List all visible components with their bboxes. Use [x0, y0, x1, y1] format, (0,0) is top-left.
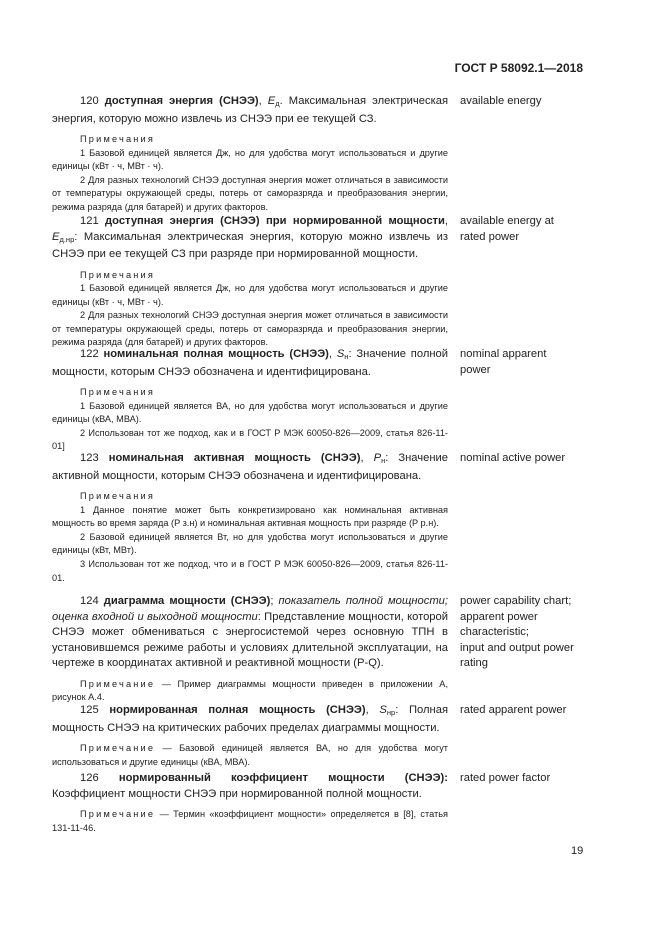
definition — [52, 594, 448, 672]
english-term-line: nominal apparent — [460, 348, 547, 360]
note — [52, 678, 448, 705]
definition — [52, 451, 448, 484]
term-entry-121 — [52, 214, 448, 350]
note — [52, 742, 448, 769]
english-term — [460, 703, 610, 719]
notes — [52, 808, 448, 835]
term-entry-126 — [52, 771, 448, 835]
term-number: 126 — [80, 772, 99, 784]
symbol: S — [336, 348, 345, 360]
note-text: — Пример диаграммы мощности приведен в приложении А, рисунок А.4. — [52, 678, 448, 703]
term: доступная энергия (СНЭЭ) — [104, 95, 259, 107]
definition-text: Максимальная электрическая энергия, которую можно извлечь из СНЭЭ при ее текущей СЗ при разряде при нормированной мощности. — [52, 230, 448, 260]
notes-label: Примечание — [80, 678, 156, 689]
term-entry-125 — [52, 703, 448, 769]
note: 2 Базовой единицей является Вт, но для удобства могут использоваться и другие единицы (кВт, МВт). — [52, 531, 448, 556]
term: номинальная активная мощность (СНЭЭ) — [108, 452, 361, 464]
document-header: ГОСТ Р 58092.1—2018 — [454, 61, 583, 75]
notes — [52, 490, 448, 585]
definition-text: Полная мощность СНЭЭ на критических рабочих пределах диаграммы мощности. — [52, 704, 448, 734]
note: 1 Данное понятие может быть конкретизировано как номинальная активная мощность во время заряда (P з.н) и номинальная активная мощность при разряде (P р.н). — [52, 504, 448, 529]
note — [52, 808, 448, 835]
term-number: 122 — [80, 348, 99, 360]
definition — [52, 94, 448, 127]
english-term-line: available energy — [460, 95, 542, 107]
punct: : — [348, 348, 352, 360]
english-term-line: characteristic; — [460, 626, 530, 638]
page-number: 19 — [571, 845, 584, 857]
english-term-line: rated power factor — [460, 772, 551, 784]
symbol-subscript: нр — [386, 708, 396, 717]
term-number: 124 — [80, 595, 99, 607]
english-term-line: power — [460, 363, 491, 376]
definition-text: Коэффициент мощности СНЭЭ при нормированной полной мощности. — [52, 787, 422, 800]
english-term-line: rating — [460, 657, 488, 669]
definition-text: Значение активной мощности, которым СНЭЭ обозначена и идентифицирована. — [52, 452, 448, 482]
separator: , — [258, 95, 268, 107]
definition — [52, 703, 448, 736]
notes-label: Примечания — [80, 491, 156, 501]
english-term-line: power capability chart; — [460, 595, 572, 607]
separator: , — [328, 348, 337, 360]
english-term-line: input and output power — [460, 641, 574, 654]
note-text: — Базовой единицей является ВА, но для удобства могут использоваться и другие единицы (кВА, МВА). — [52, 743, 448, 767]
term-number: 125 — [80, 704, 99, 716]
term: доступная энергия (СНЭЭ) при нормированной мощности — [105, 215, 445, 227]
english-term — [460, 94, 610, 110]
definition — [52, 214, 448, 263]
definition-text: : Представление мощности, которой СНЭЭ может обмениваться с энергосистемой через основную ТПН в установившемся режиме работы и условиях длительной эксплуатации, на чертеже в координатах активной и реактивной мощности (P-Q). — [52, 610, 448, 669]
term: нормированный коэффициент мощности (СНЭЭ): — [118, 772, 449, 784]
english-term-line: rated apparent power — [460, 704, 567, 716]
separator: ; — [270, 595, 279, 607]
symbol: S — [379, 704, 387, 716]
term-number: 120 — [80, 95, 99, 107]
definition — [52, 771, 448, 802]
symbol-subscript: н — [344, 352, 349, 361]
note: 2 Использован тот же подход, как и в ГОСТ Р МЭК 60050-826—2009, статья 826-11-01] — [52, 427, 448, 452]
term-entry-124 — [52, 594, 448, 705]
symbol-subscript: д — [275, 99, 280, 108]
separator: , — [444, 215, 449, 227]
definition — [52, 347, 448, 380]
term-entry-123 — [52, 451, 448, 585]
notes-label: Примечание — [80, 809, 156, 819]
note-text: — Термин «коэффициент мощности» определяется в [8], статья 131-11-46. — [52, 809, 448, 833]
symbol-subscript: н — [381, 456, 386, 465]
symbol: P — [373, 452, 382, 464]
notes-label: Примечания — [80, 134, 156, 144]
notes — [52, 742, 448, 769]
note: 2 Для разных технологий СНЭЭ доступная энергия может отличаться в зависимости от температуры окружающей среды, потерь от саморазряда и преобразования энергии, режима разряда (для батарей) и других факторов. — [52, 174, 448, 212]
note: 2 Для разных технологий СНЭЭ доступная энергия может отличаться в зависимости от температуры окружающей среды, потерь от саморазряда и преобразования энергии, режима разряда (для батарей) и других факторов. — [52, 310, 448, 348]
definition-text: Максимальная электрическая энергия, которую можно извлечь из СНЭЭ при ее текущей СЗ. — [52, 95, 448, 125]
term: нормированная полная мощность (СНЭЭ) — [109, 704, 366, 716]
synonyms: показатель полной мощности; оценка входной и выходной мощности — [52, 595, 448, 623]
notes-label: Примечания — [80, 269, 156, 280]
notes-label: Примечание — [80, 743, 156, 753]
punct: : — [385, 452, 389, 464]
english-term-line: available energy at — [460, 215, 554, 227]
english-term-line: rated power — [460, 230, 520, 243]
term-number: 123 — [80, 452, 99, 464]
note: 3 Использован тот же подход, что и в ГОСТ Р МЭК 60050-826—2009, статья 826-11-01. — [52, 558, 448, 583]
english-term — [460, 214, 610, 245]
term-entry-120 — [52, 94, 448, 215]
english-term — [460, 347, 610, 378]
english-term-line: nominal active power — [460, 452, 566, 464]
definition-text: Значение полной мощности, которым СНЭЭ обозначена и идентифицирована. — [52, 348, 448, 378]
english-term — [460, 771, 610, 787]
punct: . — [279, 95, 283, 107]
symbol: E — [52, 230, 60, 243]
term-entry-122 — [52, 347, 448, 454]
english-term-line: apparent power — [460, 610, 538, 623]
term-number: 121 — [80, 215, 99, 227]
punct: : — [395, 704, 399, 716]
english-term — [460, 594, 610, 672]
notes — [52, 269, 448, 351]
symbol-subscript: д.нр — [59, 234, 75, 244]
punct: : — [74, 230, 78, 243]
symbol: E — [267, 95, 276, 107]
notes-label: Примечания — [80, 387, 156, 397]
term: номинальная полная мощность (СНЭЭ) — [103, 348, 329, 360]
notes — [52, 386, 448, 454]
note: 1 Базовой единицей является Дж, но для удобства могут использоваться и другие единицы (кВт · ч, МВт · ч). — [52, 147, 448, 172]
note: 1 Базовой единицей является ВА, но для удобства могут использоваться и другие единицы (кВА, МВА). — [52, 400, 448, 425]
separator: , — [365, 704, 380, 716]
english-term — [460, 451, 610, 467]
separator: , — [360, 452, 374, 464]
notes — [52, 133, 448, 215]
term: диаграмма мощности (СНЭЭ) — [103, 595, 271, 607]
note: 1 Базовой единицей является Дж, но для удобства могут использоваться и другие единицы (кВт · ч, МВт · ч). — [52, 283, 448, 307]
notes — [52, 678, 448, 705]
